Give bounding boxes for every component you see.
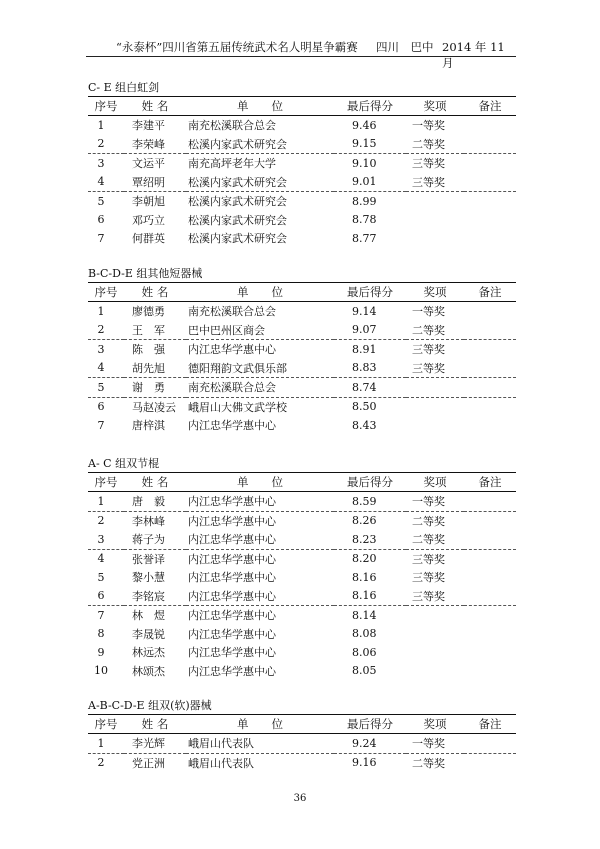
cell-score: 9.01 <box>334 173 406 192</box>
cell-name: 廖德勇 <box>132 305 165 319</box>
column-header-name: 姓 名 <box>124 473 186 492</box>
cell-award <box>406 229 464 248</box>
cell-award <box>406 606 464 625</box>
table-row <box>88 530 516 549</box>
cell-award <box>406 211 464 230</box>
table-row <box>88 321 516 340</box>
cell-award: 一等奖 <box>406 734 464 754</box>
page-number: 36 <box>293 793 307 804</box>
cell-name: 李晟锐 <box>132 627 165 641</box>
cell-note <box>464 662 516 681</box>
cell-unit: 南充松溪联合总会 <box>186 378 334 398</box>
cell-unit: 峨眉山大佛文武学校 <box>188 400 287 414</box>
table-row <box>88 492 516 512</box>
cell-score: 9.24 <box>334 734 406 754</box>
column-header-score: 最后得分 <box>334 715 406 734</box>
cell-note <box>464 753 516 772</box>
cell-name: 马赵凌云 <box>132 400 176 414</box>
cell-no: 5 <box>88 378 124 398</box>
cell-name: 何群英 <box>132 232 165 246</box>
cell-note <box>464 359 516 378</box>
cell-name: 林颂杰 <box>132 664 165 678</box>
cell-award: 一等奖 <box>412 305 445 319</box>
cell-name: 黎小慧 <box>132 571 165 585</box>
cell-note <box>464 625 516 644</box>
cell-no: 7 <box>97 231 105 245</box>
cell-name: 唐梓淇 <box>132 419 165 433</box>
cell-note <box>464 173 516 192</box>
cell-award: 二等奖 <box>406 321 464 340</box>
cell-award <box>406 192 464 211</box>
cell-note <box>464 606 516 625</box>
cell-name: 李铭宸 <box>124 587 186 606</box>
cell-no: 3 <box>97 156 105 170</box>
column-header-award: 奖项 <box>406 283 464 302</box>
table-row <box>88 302 516 321</box>
table-row <box>88 229 516 248</box>
cell-score: 8.91 <box>352 342 377 356</box>
cell-award: 二等奖 <box>412 514 445 528</box>
table-row <box>88 625 516 644</box>
cell-name: 李朝旭 <box>132 195 165 209</box>
cell-name: 唐 毅 <box>124 492 186 512</box>
cell-unit: 内江忠华学惠中心 <box>188 664 276 678</box>
cell-unit: 内江忠华学惠中心 <box>188 571 276 585</box>
cell-score: 8.05 <box>352 664 377 678</box>
column-header-no: 序号 <box>88 283 124 302</box>
cell-name: 胡先旭 <box>124 359 186 378</box>
cell-no: 3 <box>97 342 105 356</box>
cell-award: 三等奖 <box>406 173 464 192</box>
cell-note <box>464 192 516 211</box>
cell-note <box>464 135 516 154</box>
cell-score: 8.43 <box>352 418 377 432</box>
cell-award <box>406 625 464 644</box>
cell-award: 三等奖 <box>412 343 445 357</box>
cell-unit: 松溪内家武术研究会 <box>186 173 334 192</box>
cell-score: 8.99 <box>352 194 377 208</box>
cell-no: 6 <box>97 213 105 227</box>
cell-note <box>464 321 516 340</box>
cell-no: 10 <box>94 664 108 678</box>
table-row <box>88 173 516 192</box>
cell-no: 1 <box>97 304 105 318</box>
cell-name: 李林峰 <box>132 514 165 528</box>
table-row <box>88 340 516 359</box>
cell-score: 8.06 <box>352 645 377 659</box>
cell-name: 党正洲 <box>132 756 165 770</box>
table-header-row <box>88 97 516 116</box>
column-header-name: 姓 名 <box>124 715 186 734</box>
cell-unit: 巴中巴州区商会 <box>186 321 334 340</box>
cell-name: 蒋子为 <box>124 530 186 549</box>
cell-award <box>406 378 464 398</box>
table-row <box>88 359 516 378</box>
cell-name: 林 煜 <box>132 609 165 623</box>
cell-no: 4 <box>97 552 105 566</box>
cell-name: 林远杰 <box>132 646 165 660</box>
cell-unit: 内江忠华学惠中心 <box>186 492 334 512</box>
cell-award: 二等奖 <box>406 530 464 549</box>
column-header-note: 备注 <box>464 283 516 302</box>
table-row <box>88 511 516 530</box>
cell-unit: 德阳翔韵文武俱乐部 <box>186 359 334 378</box>
column-header-award: 奖项 <box>406 473 464 492</box>
cell-no: 3 <box>88 530 124 549</box>
cell-no: 4 <box>88 359 124 378</box>
cell-unit: 内江忠华学惠中心 <box>188 627 276 641</box>
column-header-score: 最后得分 <box>334 473 406 492</box>
section-title: A-B-C-D-E 组双(软)器械 <box>88 699 212 712</box>
cell-name: 李荣峰 <box>124 135 186 154</box>
cell-award: 三等奖 <box>412 157 445 171</box>
cell-name: 覃绍明 <box>124 173 186 192</box>
results-table <box>88 282 516 435</box>
column-header-note: 备注 <box>464 715 516 734</box>
column-header-unit: 单 位 <box>186 715 334 734</box>
cell-no: 2 <box>97 514 105 528</box>
cell-note <box>464 549 516 568</box>
cell-no: 1 <box>88 492 124 512</box>
cell-no: 2 <box>88 321 124 340</box>
cell-unit: 内江忠华学惠中心 <box>188 552 276 566</box>
cell-score: 9.10 <box>352 156 377 170</box>
table-row <box>88 568 516 587</box>
cell-score: 9.15 <box>334 135 406 154</box>
column-header-score: 最后得分 <box>334 97 406 116</box>
cell-score: 8.08 <box>352 627 377 641</box>
column-header-unit: 单 位 <box>186 97 334 116</box>
table-row <box>88 135 516 154</box>
results-table <box>88 472 516 680</box>
table-row <box>88 192 516 211</box>
cell-unit: 南充松溪联合总会 <box>188 305 276 319</box>
column-header-no: 序号 <box>88 715 124 734</box>
table-row <box>88 154 516 173</box>
cell-award: 三等奖 <box>406 359 464 378</box>
table-row <box>88 116 516 135</box>
cell-score: 8.20 <box>352 552 377 566</box>
cell-score: 8.50 <box>352 400 377 414</box>
cell-note <box>464 154 516 173</box>
results-section <box>88 456 516 680</box>
table-row <box>88 397 516 416</box>
cell-no: 2 <box>97 756 105 770</box>
cell-no: 8 <box>97 627 105 641</box>
cell-no: 4 <box>88 173 124 192</box>
column-header-note: 备注 <box>464 97 516 116</box>
cell-note <box>464 116 516 135</box>
cell-no: 2 <box>88 135 124 154</box>
cell-note <box>464 378 516 398</box>
cell-score: 9.07 <box>334 321 406 340</box>
cell-unit: 南充松溪联合总会 <box>188 119 276 133</box>
cell-unit: 内江忠华学惠中心 <box>188 609 276 623</box>
cell-note <box>464 587 516 606</box>
cell-note <box>464 511 516 530</box>
results-table <box>88 714 516 772</box>
event-location: 四川 巴中 <box>376 40 434 54</box>
cell-score: 8.16 <box>334 587 406 606</box>
cell-award <box>406 416 464 435</box>
cell-note <box>464 340 516 359</box>
cell-no: 1 <box>97 118 105 132</box>
table-row <box>88 378 516 398</box>
cell-note <box>464 416 516 435</box>
table-row <box>88 416 516 435</box>
cell-award: 三等奖 <box>412 552 445 566</box>
column-header-name: 姓 名 <box>124 97 186 116</box>
cell-award: 三等奖 <box>412 571 445 585</box>
cell-name: 张誉译 <box>132 552 165 566</box>
cell-no: 1 <box>88 734 124 754</box>
results-section <box>88 80 516 248</box>
table-row <box>88 643 516 662</box>
cell-award <box>406 397 464 416</box>
cell-no: 5 <box>97 194 105 208</box>
cell-unit: 内江忠华学惠中心 <box>188 514 276 528</box>
cell-score: 8.26 <box>352 514 377 528</box>
cell-score: 9.46 <box>352 118 377 132</box>
column-header-award: 奖项 <box>406 97 464 116</box>
cell-unit: 内江忠华学惠中心 <box>188 343 276 357</box>
cell-unit: 内江忠华学惠中心 <box>188 646 276 660</box>
table-header-row <box>88 715 516 734</box>
cell-score: 9.16 <box>352 756 377 770</box>
cell-award <box>406 662 464 681</box>
column-header-no: 序号 <box>88 473 124 492</box>
cell-award: 一等奖 <box>406 492 464 512</box>
header-rule <box>86 56 516 57</box>
column-header-no: 序号 <box>88 97 124 116</box>
cell-name: 邓巧立 <box>132 213 165 227</box>
table-header-row <box>88 283 516 302</box>
table-row <box>88 606 516 625</box>
cell-note <box>464 211 516 230</box>
event-date: 2014 年 11 月 <box>442 40 505 70</box>
results-section <box>88 266 516 435</box>
cell-score: 9.14 <box>352 304 377 318</box>
cell-name: 李光辉 <box>124 734 186 754</box>
column-header-award: 奖项 <box>406 715 464 734</box>
cell-unit: 内江忠华学惠中心 <box>188 419 276 433</box>
cell-no: 9 <box>97 645 105 659</box>
section-title: B-C-D-E 组其他短器械 <box>88 267 203 280</box>
table-row <box>88 587 516 606</box>
cell-name: 陈 强 <box>132 343 165 357</box>
cell-award: 一等奖 <box>412 119 445 133</box>
cell-name: 李建平 <box>132 119 165 133</box>
cell-score: 8.23 <box>334 530 406 549</box>
cell-score: 8.16 <box>352 570 377 584</box>
cell-note <box>464 643 516 662</box>
cell-unit: 南充高坪老年大学 <box>188 157 276 171</box>
cell-note <box>464 229 516 248</box>
cell-unit: 松溪内家武术研究会 <box>186 135 334 154</box>
cell-name: 谢 勇 <box>124 378 186 398</box>
cell-unit: 松溪内家武术研究会 <box>188 232 287 246</box>
column-header-name: 姓 名 <box>124 283 186 302</box>
column-header-unit: 单 位 <box>186 283 334 302</box>
cell-award: 二等奖 <box>406 135 464 154</box>
cell-unit: 内江忠华学惠中心 <box>186 587 334 606</box>
table-row <box>88 549 516 568</box>
cell-score: 8.59 <box>334 492 406 512</box>
cell-name: 王 军 <box>124 321 186 340</box>
cell-award: 三等奖 <box>406 587 464 606</box>
cell-unit: 峨眉山代表队 <box>188 756 254 770</box>
table-row <box>88 753 516 772</box>
cell-award: 二等奖 <box>412 756 445 770</box>
cell-score: 8.83 <box>334 359 406 378</box>
cell-name: 文运平 <box>132 157 165 171</box>
results-section <box>88 698 516 772</box>
column-header-score: 最后得分 <box>334 283 406 302</box>
column-header-unit: 单 位 <box>186 473 334 492</box>
table-row <box>88 662 516 681</box>
cell-no: 6 <box>97 400 105 414</box>
section-title: C- E 组白虹剑 <box>88 81 160 94</box>
cell-note <box>464 397 516 416</box>
cell-unit: 松溪内家武术研究会 <box>188 213 287 227</box>
results-table <box>88 96 516 248</box>
table-row <box>88 734 516 754</box>
cell-unit: 松溪内家武术研究会 <box>188 195 287 209</box>
cell-no: 5 <box>97 570 105 584</box>
cell-score: 8.74 <box>334 378 406 398</box>
column-header-note: 备注 <box>464 473 516 492</box>
cell-note <box>464 530 516 549</box>
cell-score: 8.77 <box>352 231 377 245</box>
table-header-row <box>88 473 516 492</box>
cell-no: 7 <box>97 608 105 622</box>
cell-note <box>464 734 516 754</box>
cell-award <box>406 643 464 662</box>
cell-note <box>464 492 516 512</box>
cell-note <box>464 568 516 587</box>
cell-unit: 内江忠华学惠中心 <box>186 530 334 549</box>
cell-score: 8.14 <box>352 608 377 622</box>
cell-unit: 峨眉山代表队 <box>186 734 334 754</box>
cell-no: 6 <box>88 587 124 606</box>
cell-no: 7 <box>97 418 105 432</box>
event-title: “永泰杯”四川省第五届传统武术名人明星争霸赛 <box>116 40 358 54</box>
cell-note <box>464 302 516 321</box>
cell-score: 8.78 <box>352 213 377 227</box>
table-row <box>88 211 516 230</box>
section-title: A- C 组双节棍 <box>88 457 160 470</box>
